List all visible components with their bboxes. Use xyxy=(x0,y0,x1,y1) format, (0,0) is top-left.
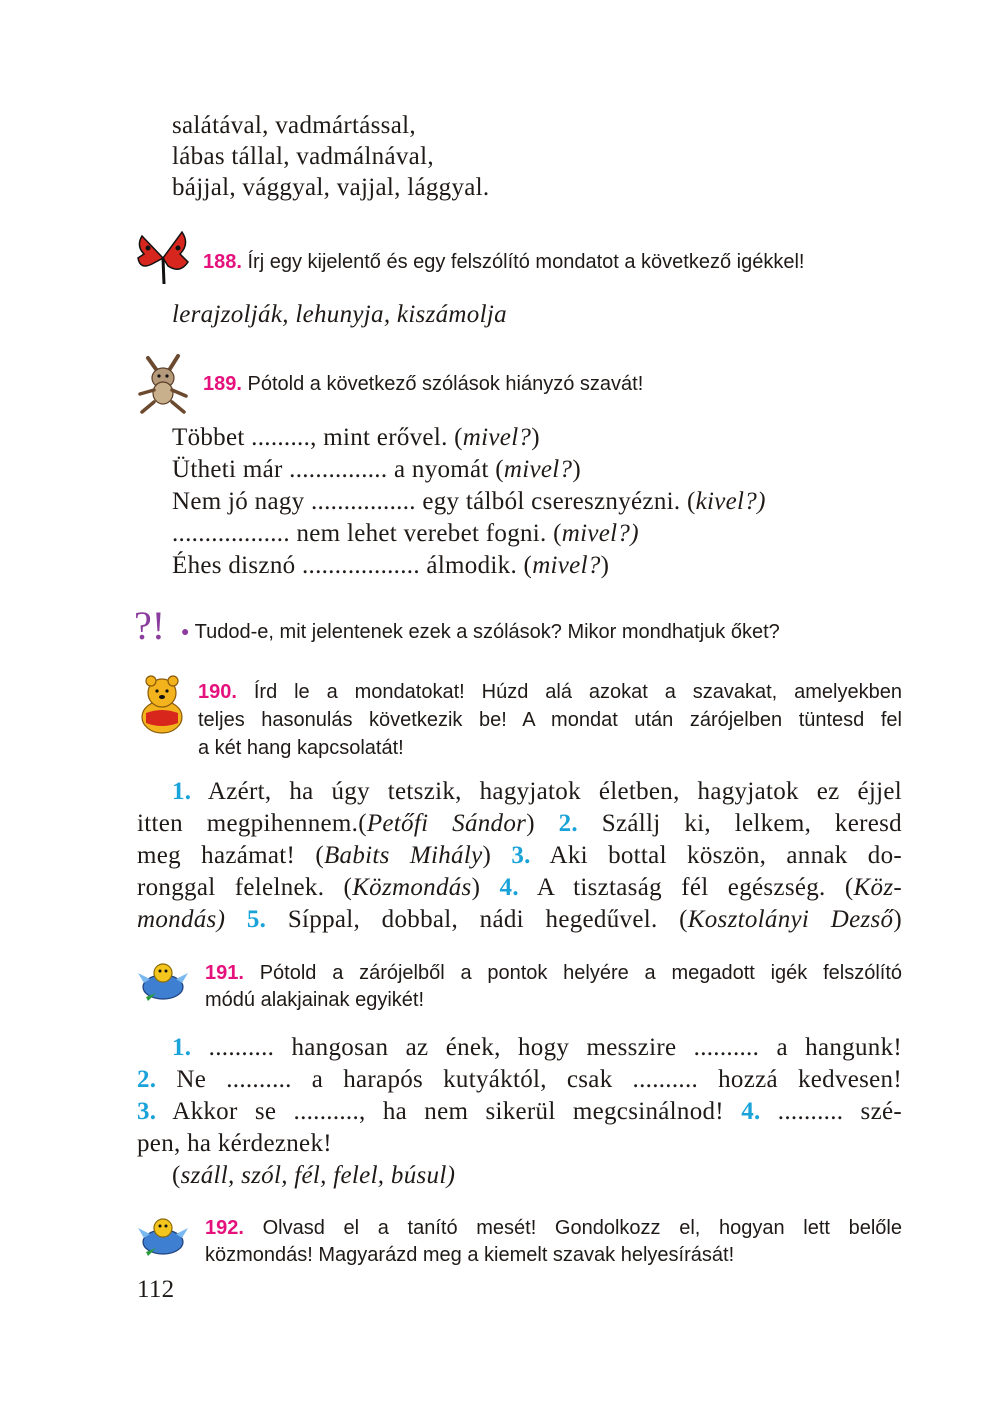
instruction-line: teljes hasonulás következik be! A mondat után zárójelben tüntesd fel xyxy=(198,709,902,731)
poem-line: lábas tállal, vadmálnával, xyxy=(172,143,434,170)
question-text: ● Tudod-e, mit jelentenek ezek a szólások? Mikor mondhatjuk őket? xyxy=(181,621,780,643)
exercise-191-text: 1. .......... hangosan az ének, hogy messzire .......... a hangunk! 2. Ne .......... a harapós kutyáktól, csak .......... hozzá kedvesen! 3. Akkor se .........., ha nem sikerül megcsinálnod! 4. .......... szé- pen, ha kérdeznek! (száll, szól, fél, felel, búsul) xyxy=(137,1034,902,1189)
saying-line: Ütheti már ............... a nyomát (mivel?) xyxy=(172,456,581,483)
item-number: 2. xyxy=(137,1066,157,1093)
instruction-line: közmondás! Magyarázd meg a kiemelt szavak helyesírását! xyxy=(205,1244,735,1266)
instruction-line: 192. Olvasd el a tanító mesét! Gondolkozz el, hogyan lett belőle xyxy=(205,1217,902,1239)
item-number: 4. xyxy=(499,874,519,901)
page-number: 112 xyxy=(137,1276,175,1303)
exercise-189-sayings xyxy=(172,422,766,582)
butterfly-icon xyxy=(134,228,192,286)
exercise-190-instruction xyxy=(198,678,902,762)
exercise-190-text: 1. Azért, ha úgy tetszik, hagyjatok életben, hagyjatok ez éjjel itten megpihennem.(Petőfi Sándor) 2. Szállj ki, lelkem, keresd meg hazámat! (Babits Mihály) 3. Aki bottal köszön, annak do- ronggal felelnek. (Közmondás) 4. A tisztaság fél egészség. (Köz- mondás) 5. Síppal, dobbal, nádi hegedűvel. (Kosztolányi Dezső) xyxy=(137,778,902,933)
item-number: 3. xyxy=(511,842,531,869)
instruction-line: módú alakjainak egyikét! xyxy=(205,989,425,1011)
bird-icon xyxy=(136,959,190,1003)
saying-line: Többet ........., mint erővel. (mivel?) xyxy=(172,424,540,451)
exercise-192-instruction xyxy=(205,1215,902,1269)
item-number: 2. xyxy=(558,810,578,837)
item-number: 3. xyxy=(137,1098,157,1125)
donkey-icon xyxy=(134,352,192,414)
instruction-text: Írj egy kijelentő és egy felszólító mondatot a következő igékkel! xyxy=(241,251,805,273)
instruction-text: Pótold a következő szólások hiányzó szavát! xyxy=(241,373,644,395)
item-number: 1. xyxy=(172,778,192,805)
item-number: 4. xyxy=(741,1098,761,1125)
bird-icon xyxy=(136,1214,190,1258)
instruction-line: a két hang kapcsolatát! xyxy=(198,737,404,759)
exercise-188-words: lerajzolják, lehunyja, kiszámolja xyxy=(172,301,507,328)
instruction-line: 190. Írd le a mondatokat! Húzd alá azokat a szavakat, amelyekben xyxy=(198,681,902,703)
exercise-191-instruction xyxy=(205,960,902,1014)
poem-line: bájjal, vággyal, vajjal, lággyal. xyxy=(172,174,490,201)
saying-line: .................. nem lehet verebet fogni. (mivel?) xyxy=(172,520,639,547)
saying-line: Nem jó nagy ................ egy tálból cseresznyézni. (kivel?) xyxy=(172,488,766,515)
question-mark-icon: ?! xyxy=(134,603,166,648)
exercise-number: 189. xyxy=(203,373,242,395)
poem-line: salátával, vadmártással, xyxy=(172,112,416,139)
exercise-189-instruction xyxy=(203,373,643,396)
top-poem xyxy=(172,110,489,203)
instruction-line: 191. Pótold a zárójelből a pontok helyére a megadott igék felszólító xyxy=(205,962,902,984)
saying-line: Éhes disznó .................. álmodik. (mivel?) xyxy=(172,552,610,579)
item-number: 1. xyxy=(172,1034,192,1061)
exercise-188-instruction xyxy=(203,251,804,274)
bullet: ● xyxy=(181,623,190,639)
item-number: 5. xyxy=(246,906,267,933)
bear-icon xyxy=(134,673,190,735)
exercise-number: 188. xyxy=(203,251,242,273)
